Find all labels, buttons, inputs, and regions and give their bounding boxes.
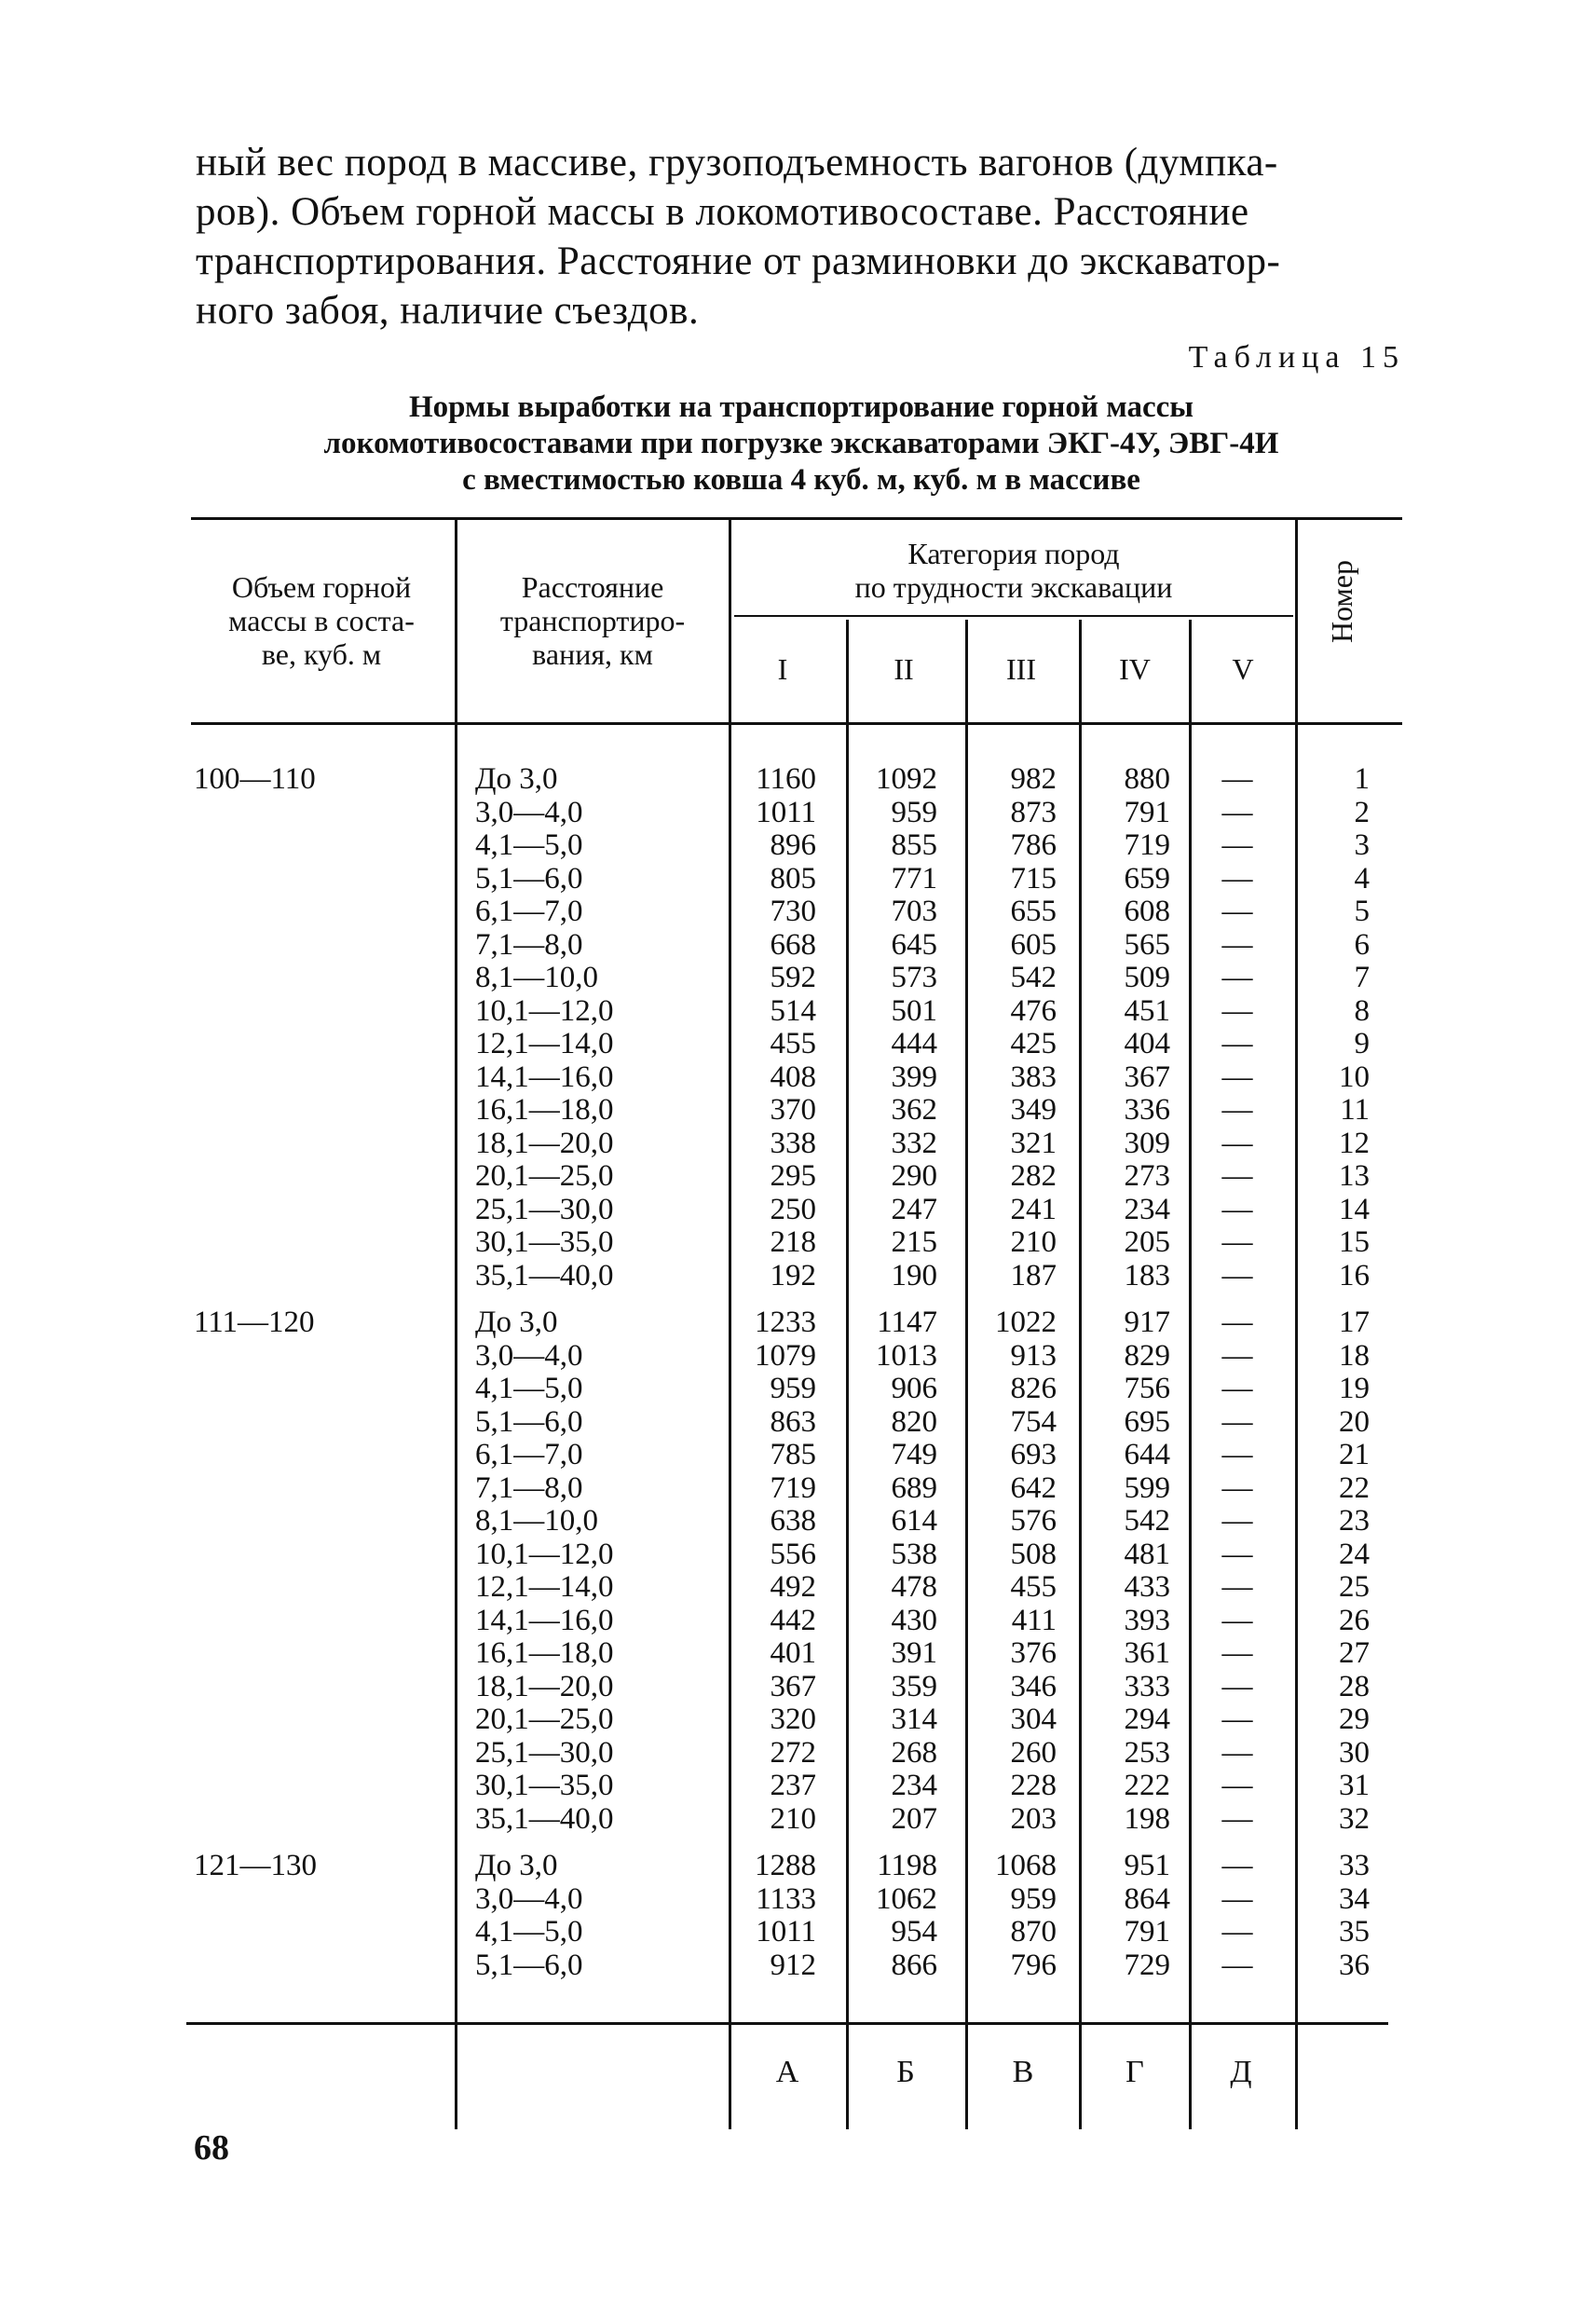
row-number-cell: 16 xyxy=(1339,1258,1370,1292)
value-II-cell: 749 xyxy=(891,1438,937,1471)
distance-cell: 20,1—25,0 xyxy=(475,1702,614,1736)
row-number-cell: 10 xyxy=(1339,1060,1370,1094)
value-II-cell: 573 xyxy=(891,961,937,994)
value-II-cell: 1062 xyxy=(876,1881,937,1916)
column-divider xyxy=(455,517,457,2129)
value-III-cell: 754 xyxy=(1010,1404,1057,1439)
value-V-cell: — xyxy=(1221,1372,1253,1405)
category-rule xyxy=(734,615,1293,617)
value-V-cell: — xyxy=(1221,861,1253,896)
value-II-cell: 959 xyxy=(891,795,937,829)
value-I-cell: 1160 xyxy=(756,762,816,796)
value-IV-cell: 367 xyxy=(1124,1060,1170,1094)
value-III-cell: 241 xyxy=(1010,1192,1057,1226)
row-number-cell: 33 xyxy=(1339,1849,1370,1882)
value-II-cell: 234 xyxy=(891,1769,937,1802)
distance-cell: 14,1—16,0 xyxy=(475,1603,614,1637)
intro-paragraph xyxy=(196,138,1407,335)
value-II-cell: 1147 xyxy=(877,1306,937,1339)
value-IV-cell: 273 xyxy=(1124,1159,1170,1193)
value-I-cell: 1288 xyxy=(755,1849,816,1882)
value-III-cell: 304 xyxy=(1010,1702,1057,1736)
row-number-cell: 14 xyxy=(1339,1192,1370,1226)
value-I-cell: 401 xyxy=(770,1636,816,1670)
value-V-cell: — xyxy=(1221,1537,1253,1571)
value-V-cell: — xyxy=(1221,1338,1253,1373)
value-V-cell: — xyxy=(1221,1470,1253,1505)
value-IV-cell: 864 xyxy=(1124,1881,1170,1916)
value-I-cell: 556 xyxy=(770,1537,816,1571)
value-II-cell: 268 xyxy=(891,1735,937,1770)
value-I-cell: 863 xyxy=(770,1404,816,1439)
value-I-cell: 896 xyxy=(770,828,816,862)
value-I-cell: 785 xyxy=(770,1438,816,1471)
value-I-cell: 442 xyxy=(770,1603,816,1637)
distance-header xyxy=(458,570,727,671)
value-IV-cell: 222 xyxy=(1124,1769,1170,1802)
value-V-cell: — xyxy=(1221,1669,1253,1703)
value-III-cell: 715 xyxy=(1010,861,1057,896)
intro-line: ров). Объем горной массы в локомотивосоставе. Расстояние xyxy=(196,190,1249,234)
value-V-cell: — xyxy=(1221,1438,1253,1471)
footer-letter-A: А xyxy=(775,2055,799,2089)
row-number-cell: 13 xyxy=(1339,1159,1370,1193)
value-IV-cell: 756 xyxy=(1124,1372,1170,1405)
value-V-cell: — xyxy=(1221,795,1253,829)
category-col-V: V xyxy=(1232,652,1254,686)
value-III-cell: 476 xyxy=(1010,993,1057,1028)
row-number-cell: 15 xyxy=(1339,1225,1370,1259)
volume-header-line: ве, куб. м xyxy=(261,637,382,671)
value-III-cell: 870 xyxy=(1010,1915,1057,1949)
value-IV-cell: 719 xyxy=(1124,828,1170,862)
category-header-line: Категория пород xyxy=(907,537,1120,570)
distance-cell: 16,1—18,0 xyxy=(475,1093,614,1127)
value-II-cell: 1092 xyxy=(876,762,937,796)
row-number-cell: 19 xyxy=(1339,1372,1370,1405)
value-V-cell: — xyxy=(1221,1060,1253,1094)
value-V-cell: — xyxy=(1221,961,1253,994)
value-III-cell: 913 xyxy=(1010,1338,1057,1373)
value-III-cell: 982 xyxy=(1010,762,1057,796)
value-IV-cell: 294 xyxy=(1124,1702,1170,1736)
value-II-cell: 689 xyxy=(891,1470,937,1505)
row-number-cell: 11 xyxy=(1340,1093,1370,1127)
category-col-I: I xyxy=(777,652,788,686)
value-V-cell: — xyxy=(1221,1306,1253,1339)
value-II-cell: 954 xyxy=(891,1915,937,1949)
value-III-cell: 655 xyxy=(1010,895,1057,928)
distance-cell: 12,1—14,0 xyxy=(475,1027,614,1060)
row-number-cell: 17 xyxy=(1339,1306,1370,1339)
value-I-cell: 367 xyxy=(770,1669,816,1703)
value-IV-cell: 393 xyxy=(1124,1603,1170,1637)
category-header-line: по трудности экскавации xyxy=(854,570,1173,604)
distance-cell: 6,1—7,0 xyxy=(475,1438,583,1471)
distance-cell: 30,1—35,0 xyxy=(475,1225,614,1259)
value-II-cell: 1013 xyxy=(876,1338,937,1373)
value-I-cell: 719 xyxy=(770,1470,816,1505)
category-col-IV: IV xyxy=(1119,652,1151,686)
value-V-cell: — xyxy=(1221,1159,1253,1193)
value-II-cell: 771 xyxy=(891,861,937,896)
row-number-cell: 25 xyxy=(1339,1570,1370,1604)
value-IV-cell: 791 xyxy=(1124,795,1170,829)
value-IV-cell: 791 xyxy=(1124,1915,1170,1949)
value-V-cell: — xyxy=(1221,1603,1253,1637)
value-III-cell: 873 xyxy=(1010,795,1057,829)
row-number-cell: 30 xyxy=(1339,1735,1370,1770)
distance-cell: 7,1—8,0 xyxy=(475,1470,583,1505)
value-III-cell: 1068 xyxy=(995,1849,1057,1882)
distance-cell: 18,1—20,0 xyxy=(475,1669,614,1703)
row-number-cell: 6 xyxy=(1354,927,1370,962)
distance-cell: 5,1—6,0 xyxy=(475,1948,583,1982)
value-I-cell: 1133 xyxy=(756,1881,816,1916)
distance-cell: 10,1—12,0 xyxy=(475,993,614,1028)
value-III-cell: 542 xyxy=(1010,961,1057,994)
value-I-cell: 408 xyxy=(770,1060,816,1094)
value-IV-cell: 253 xyxy=(1124,1735,1170,1770)
value-V-cell: — xyxy=(1221,1948,1253,1982)
row-number-cell: 1 xyxy=(1354,762,1370,796)
row-number-cell: 2 xyxy=(1354,795,1370,829)
value-I-cell: 272 xyxy=(770,1735,816,1770)
distance-cell: 8,1—10,0 xyxy=(475,961,598,994)
column-divider xyxy=(729,517,731,2129)
value-V-cell: — xyxy=(1221,1504,1253,1538)
value-II-cell: 391 xyxy=(891,1636,937,1670)
value-V-cell: — xyxy=(1221,1027,1253,1060)
value-I-cell: 668 xyxy=(770,927,816,962)
row-number-cell: 21 xyxy=(1339,1438,1370,1471)
distance-cell: 12,1—14,0 xyxy=(475,1570,614,1604)
value-II-cell: 207 xyxy=(891,1801,937,1836)
intro-line: транспортирования. Расстояние от разминовки до экскаватор- xyxy=(196,239,1281,283)
value-V-cell: — xyxy=(1221,1801,1253,1836)
value-II-cell: 538 xyxy=(891,1537,937,1571)
value-I-cell: 514 xyxy=(770,993,816,1028)
value-III-cell: 959 xyxy=(1010,1881,1057,1916)
volume-header-line: Объем горной xyxy=(231,570,412,604)
distance-cell: 30,1—35,0 xyxy=(475,1769,614,1802)
value-II-cell: 247 xyxy=(891,1192,937,1226)
value-IV-cell: 542 xyxy=(1124,1504,1170,1538)
value-III-cell: 376 xyxy=(1010,1636,1057,1670)
distance-cell: 4,1—5,0 xyxy=(475,1915,583,1949)
value-I-cell: 237 xyxy=(770,1769,816,1802)
value-I-cell: 1233 xyxy=(755,1306,816,1339)
volume-cell: 100—110 xyxy=(194,762,316,796)
value-II-cell: 362 xyxy=(891,1093,937,1127)
value-III-cell: 228 xyxy=(1010,1769,1057,1802)
value-IV-cell: 481 xyxy=(1124,1537,1170,1571)
value-III-cell: 349 xyxy=(1010,1093,1057,1127)
distance-cell: 4,1—5,0 xyxy=(475,828,583,862)
value-I-cell: 492 xyxy=(770,1570,816,1604)
volume-header-line: массы в соста- xyxy=(228,604,415,637)
value-IV-cell: 451 xyxy=(1124,993,1170,1028)
value-III-cell: 203 xyxy=(1010,1801,1057,1836)
distance-cell: 10,1—12,0 xyxy=(475,1537,614,1571)
column-divider xyxy=(1079,620,1082,2129)
row-number-cell: 20 xyxy=(1339,1404,1370,1439)
value-IV-cell: 205 xyxy=(1124,1225,1170,1259)
value-IV-cell: 361 xyxy=(1124,1636,1170,1670)
value-IV-cell: 333 xyxy=(1124,1669,1170,1703)
value-III-cell: 346 xyxy=(1010,1669,1057,1703)
volume-header xyxy=(191,570,452,671)
value-II-cell: 645 xyxy=(891,927,937,962)
distance-cell: До 3,0 xyxy=(475,1849,558,1882)
value-V-cell: — xyxy=(1221,1192,1253,1226)
value-III-cell: 693 xyxy=(1010,1438,1057,1471)
value-III-cell: 642 xyxy=(1010,1470,1057,1505)
value-III-cell: 321 xyxy=(1010,1126,1057,1160)
value-V-cell: — xyxy=(1221,1570,1253,1604)
value-I-cell: 912 xyxy=(770,1948,816,1982)
table-bottom-rule xyxy=(186,2022,1388,2025)
row-number-cell: 36 xyxy=(1339,1948,1370,1982)
value-I-cell: 192 xyxy=(770,1258,816,1292)
distance-cell: 25,1—30,0 xyxy=(475,1735,614,1770)
distance-header-line: Расстояние xyxy=(521,570,664,604)
value-IV-cell: 599 xyxy=(1124,1470,1170,1505)
category-header xyxy=(734,537,1293,604)
value-II-cell: 359 xyxy=(891,1669,937,1703)
value-II-cell: 866 xyxy=(891,1948,937,1982)
value-IV-cell: 951 xyxy=(1124,1849,1170,1882)
distance-cell: 6,1—7,0 xyxy=(475,895,583,928)
value-IV-cell: 309 xyxy=(1124,1126,1170,1160)
row-number-cell: 22 xyxy=(1339,1470,1370,1505)
row-number-cell: 35 xyxy=(1339,1915,1370,1949)
column-divider xyxy=(965,620,968,2129)
distance-cell: 3,0—4,0 xyxy=(475,1338,583,1373)
value-II-cell: 332 xyxy=(891,1126,937,1160)
row-number-cell: 23 xyxy=(1339,1504,1370,1538)
row-number-cell: 24 xyxy=(1339,1537,1370,1571)
distance-cell: 5,1—6,0 xyxy=(475,1404,583,1439)
row-number-cell: 29 xyxy=(1339,1702,1370,1736)
distance-cell: 3,0—4,0 xyxy=(475,1881,583,1916)
value-II-cell: 501 xyxy=(891,993,937,1028)
table-title xyxy=(186,390,1416,499)
value-V-cell: — xyxy=(1221,1881,1253,1916)
distance-header-line: транспортиро- xyxy=(499,604,686,637)
value-IV-cell: 695 xyxy=(1124,1404,1170,1439)
value-III-cell: 425 xyxy=(1010,1027,1057,1060)
value-I-cell: 730 xyxy=(770,895,816,928)
distance-cell: До 3,0 xyxy=(475,1306,558,1339)
value-I-cell: 805 xyxy=(770,861,816,896)
row-number-cell: 31 xyxy=(1339,1769,1370,1802)
value-II-cell: 430 xyxy=(891,1603,937,1637)
value-V-cell: — xyxy=(1221,1735,1253,1770)
value-I-cell: 250 xyxy=(770,1192,816,1226)
row-number-cell: 27 xyxy=(1339,1636,1370,1670)
value-IV-cell: 644 xyxy=(1124,1438,1170,1471)
value-IV-cell: 336 xyxy=(1124,1093,1170,1127)
distance-cell: 35,1—40,0 xyxy=(475,1801,614,1836)
distance-cell: 25,1—30,0 xyxy=(475,1192,614,1226)
table-title-line: локомотивосоставами при погрузке экскаваторами ЭКГ-4У, ЭВГ-4И xyxy=(323,427,1279,460)
value-IV-cell: 198 xyxy=(1124,1801,1170,1836)
value-I-cell: 218 xyxy=(770,1225,816,1259)
distance-cell: 16,1—18,0 xyxy=(475,1636,614,1670)
value-V-cell: — xyxy=(1221,1258,1253,1292)
row-number-cell: 9 xyxy=(1354,1027,1370,1060)
distance-cell: 8,1—10,0 xyxy=(475,1504,598,1538)
value-IV-cell: 404 xyxy=(1124,1027,1170,1060)
row-number-cell: 18 xyxy=(1339,1338,1370,1373)
category-col-III: III xyxy=(1006,652,1036,686)
value-II-cell: 444 xyxy=(891,1027,937,1060)
value-V-cell: — xyxy=(1221,1126,1253,1160)
value-IV-cell: 183 xyxy=(1124,1258,1170,1292)
value-III-cell: 210 xyxy=(1010,1225,1057,1259)
distance-cell: 4,1—5,0 xyxy=(475,1372,583,1405)
value-II-cell: 906 xyxy=(891,1372,937,1405)
value-I-cell: 295 xyxy=(770,1159,816,1193)
footer-letter-V: В xyxy=(1012,2055,1034,2089)
row-number-cell: 34 xyxy=(1339,1881,1370,1916)
value-V-cell: — xyxy=(1221,1849,1253,1882)
distance-header-line: вания, км xyxy=(532,637,653,671)
column-divider xyxy=(846,620,849,2129)
value-I-cell: 592 xyxy=(770,961,816,994)
footer-letter-D: Д xyxy=(1230,2055,1252,2089)
volume-cell: 121—130 xyxy=(194,1849,317,1882)
value-IV-cell: 608 xyxy=(1124,895,1170,928)
value-IV-cell: 234 xyxy=(1124,1192,1170,1226)
column-divider xyxy=(1295,517,1298,2129)
distance-cell: 20,1—25,0 xyxy=(475,1159,614,1193)
value-III-cell: 508 xyxy=(1010,1537,1057,1571)
footer-letter-B: Б xyxy=(896,2055,915,2089)
value-II-cell: 614 xyxy=(891,1504,937,1538)
table-title-line: с вместимостью ковша 4 куб. м, куб. м в массиве xyxy=(462,463,1140,497)
value-II-cell: 215 xyxy=(891,1225,937,1259)
value-IV-cell: 729 xyxy=(1124,1948,1170,1982)
value-I-cell: 210 xyxy=(770,1801,816,1836)
value-III-cell: 576 xyxy=(1010,1504,1057,1538)
row-number-cell: 4 xyxy=(1354,861,1370,896)
value-V-cell: — xyxy=(1221,1093,1253,1127)
value-III-cell: 411 xyxy=(1011,1603,1057,1637)
value-I-cell: 1079 xyxy=(755,1338,816,1373)
value-II-cell: 478 xyxy=(891,1570,937,1604)
value-II-cell: 399 xyxy=(891,1060,937,1094)
value-I-cell: 1011 xyxy=(756,1915,816,1949)
value-I-cell: 455 xyxy=(770,1027,816,1060)
distance-cell: 14,1—16,0 xyxy=(475,1060,614,1094)
row-number-cell: 28 xyxy=(1339,1669,1370,1703)
value-I-cell: 1011 xyxy=(756,795,816,829)
value-V-cell: — xyxy=(1221,1915,1253,1949)
table-top-rule xyxy=(191,517,1402,520)
value-IV-cell: 917 xyxy=(1124,1306,1170,1339)
value-IV-cell: 565 xyxy=(1124,927,1170,962)
value-IV-cell: 433 xyxy=(1124,1570,1170,1604)
value-I-cell: 320 xyxy=(770,1702,816,1736)
number-header: Номер xyxy=(1325,560,1358,643)
table-number: Таблица 15 xyxy=(1188,340,1405,375)
row-number-cell: 26 xyxy=(1339,1603,1370,1637)
page-number: 68 xyxy=(194,2128,229,2167)
value-III-cell: 796 xyxy=(1010,1948,1057,1982)
value-II-cell: 290 xyxy=(891,1159,937,1193)
value-II-cell: 1198 xyxy=(877,1849,937,1882)
intro-line: ного забоя, наличие съездов. xyxy=(196,289,700,333)
row-number-cell: 5 xyxy=(1354,895,1370,928)
value-V-cell: — xyxy=(1221,1702,1253,1736)
distance-cell: 3,0—4,0 xyxy=(475,795,583,829)
value-I-cell: 338 xyxy=(770,1126,816,1160)
value-V-cell: — xyxy=(1221,1404,1253,1439)
value-II-cell: 855 xyxy=(891,828,937,862)
value-III-cell: 260 xyxy=(1010,1735,1057,1770)
value-V-cell: — xyxy=(1221,1769,1253,1802)
value-IV-cell: 880 xyxy=(1124,762,1170,796)
value-III-cell: 455 xyxy=(1010,1570,1057,1604)
value-V-cell: — xyxy=(1221,828,1253,862)
value-V-cell: — xyxy=(1221,762,1253,796)
value-IV-cell: 829 xyxy=(1124,1338,1170,1373)
value-III-cell: 282 xyxy=(1010,1159,1057,1193)
value-II-cell: 703 xyxy=(891,895,937,928)
distance-cell: До 3,0 xyxy=(475,762,558,796)
value-III-cell: 786 xyxy=(1010,828,1057,862)
row-number-cell: 8 xyxy=(1354,993,1370,1028)
row-number-cell: 32 xyxy=(1339,1801,1370,1836)
table-title-line: Нормы выработки на транспортирование горной массы xyxy=(409,390,1194,424)
value-V-cell: — xyxy=(1221,927,1253,962)
value-III-cell: 605 xyxy=(1010,927,1057,962)
value-V-cell: — xyxy=(1221,1636,1253,1670)
column-divider xyxy=(1189,620,1192,2129)
value-III-cell: 187 xyxy=(1010,1258,1057,1292)
intro-line: ный вес пород в массиве, грузоподъемность вагонов (думпка- xyxy=(196,141,1278,185)
distance-cell: 35,1—40,0 xyxy=(475,1258,614,1292)
value-III-cell: 826 xyxy=(1010,1372,1057,1405)
distance-cell: 7,1—8,0 xyxy=(475,927,583,962)
value-V-cell: — xyxy=(1221,993,1253,1028)
distance-cell: 18,1—20,0 xyxy=(475,1126,614,1160)
row-number-cell: 7 xyxy=(1354,961,1370,994)
row-number-cell: 3 xyxy=(1354,828,1370,862)
value-III-cell: 383 xyxy=(1010,1060,1057,1094)
value-V-cell: — xyxy=(1221,895,1253,928)
value-I-cell: 638 xyxy=(770,1504,816,1538)
category-col-II: II xyxy=(893,652,914,686)
value-I-cell: 370 xyxy=(770,1093,816,1127)
value-III-cell: 1022 xyxy=(995,1306,1057,1339)
volume-cell: 111—120 xyxy=(194,1306,315,1339)
value-V-cell: — xyxy=(1221,1225,1253,1259)
value-II-cell: 820 xyxy=(891,1404,937,1439)
row-number-cell: 12 xyxy=(1339,1126,1370,1160)
value-IV-cell: 659 xyxy=(1124,861,1170,896)
distance-cell: 5,1—6,0 xyxy=(475,861,583,896)
value-I-cell: 959 xyxy=(770,1372,816,1405)
footer-letter-G: Г xyxy=(1125,2055,1144,2089)
value-IV-cell: 509 xyxy=(1124,961,1170,994)
header-bottom-rule xyxy=(191,722,1402,725)
value-II-cell: 190 xyxy=(891,1258,937,1292)
value-II-cell: 314 xyxy=(891,1702,937,1736)
